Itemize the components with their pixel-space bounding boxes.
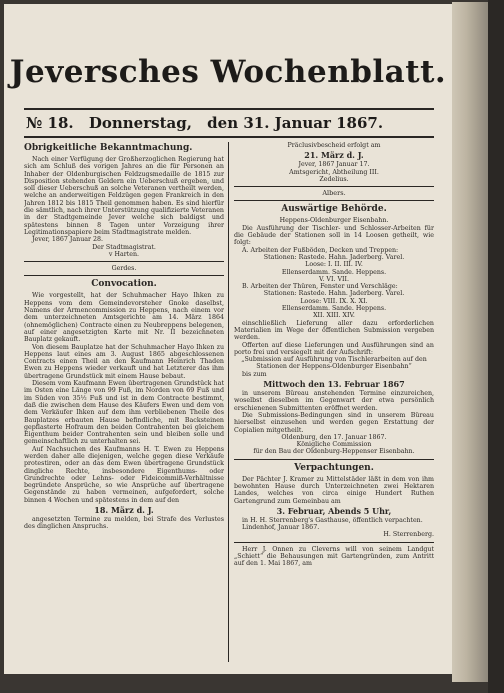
preclusive-line: Präclusivbescheid erfolgt am — [287, 142, 381, 149]
section-divider — [234, 186, 434, 187]
court-name: Amtsgericht, Abtheilung III. — [289, 168, 379, 176]
notice-signature: v Harten. — [108, 250, 140, 258]
book-edge — [488, 0, 504, 693]
section-divider — [234, 542, 434, 543]
notice-clerk: Gerdes. — [111, 265, 137, 273]
railway-a-stations-2: Ellenserdamm. Sande. Heppens. — [281, 268, 387, 276]
newspaper-page — [4, 4, 452, 674]
railway-deadline: Mittwoch den 13. Februar 1867 — [263, 379, 405, 390]
right-column — [234, 142, 434, 667]
convocation-text: Wie vorgestellt, hat der Schuhmacher Hayo Ihken zu Heppens vom dem Gemeindevorsteher Gnoke daselbst, Namens der Armencommission zu Heppens, nach einem vor dem unterzeichneten Amtsgerichte am 14. März 1864 (ohnemöglichen) Contracte einen zu Neubreppens belegenen, auf einer angesetzigten Karte mit Nr. II bezeichneten Bauplatz gekauft. — [24, 292, 224, 344]
masthead-rule — [24, 108, 434, 110]
railway-authority: Königliche Commission — [296, 441, 372, 449]
convocation-text-2: Von diesem Bauplatze hat der Schuhmacher Hayo Ihken zu Heppens laut eines am 3. August 1865 abgeschlossenen Contracts einen Theil an den Kaufmann Heinrich Thaden Ewen zu Heppens wieder verkauft und hat Letzterer das ihm übertragene Grundstück mit einem Hause bebaut. — [24, 343, 224, 380]
book-binding — [452, 2, 488, 682]
railway-b-stations-2: Ellenserdamm. Sande. Heppens. — [281, 305, 387, 313]
issue-rule — [24, 136, 434, 138]
masthead-title: Jeversches Wochenblatt. — [9, 54, 447, 90]
issue-date: den 31. Januar 1867. — [207, 114, 384, 132]
railway-text-7: Die Submissions-Bedingungen sind in unserem Büreau hierselbst einzusehen und werden gegen Erstattung der Copialien mitgetheilt. — [234, 411, 434, 434]
notice-date: Jever, 1867 Januar 28. — [32, 236, 104, 244]
railway-b-lots: Loose: VIII. IX. X. XI. — [300, 297, 368, 305]
convocation-text-5: angesetzten Termine zu melden, bei Strafe des Verlustes des dinglichen Anspruchs. — [24, 516, 224, 531]
left-column — [24, 142, 224, 667]
lease-date: 3. Februar, Abends 5 Uhr, — [276, 505, 392, 516]
issue-weekday: Donnerstag, — [88, 114, 192, 132]
lease-signature: H. Sterrenberg. — [383, 531, 434, 539]
section-divider — [24, 261, 224, 262]
leases-title: Verpachtungen. — [294, 462, 374, 473]
railway-text-6: in unserem Büreau anstehenden Termine einzureichen, woselbst dieselben im Gegenwart der etwa persönlich erschienenen Submittenten eröffnet werden. — [234, 390, 434, 412]
railway-b-stations: Stationen: Rastede. Hahn. Jaderberg. Varel. — [263, 290, 405, 298]
railway-a-lots: Loose: I. II. III. IV. — [305, 261, 363, 269]
railway-b-lots-2: XII. XIII. XIV. — [313, 312, 355, 320]
railway-text-5: bis zum — [242, 370, 267, 378]
lease-place: Lindenhof, Januar 1867. — [242, 524, 320, 532]
preclusive-place: Jever, 1867 Januar 17. — [298, 161, 370, 169]
railway-text-2: einschließlich Lieferung aller dazu erforderlichen Materialien im Wege der öffentlichen Submission vergeben werden. — [234, 319, 434, 342]
column-separator — [228, 142, 229, 662]
convocation-text-3: Diesem vom Kaufmann Ewen übertragenen Grundstück hat im Osten eine Länge von 99 Fuß, im Norden von 69 Fuß und im Süden von 35½ Fuß und ist in dem Contracte bestimmt, daß die zwischen dem Hause des Käufers Ewen und dem von dem Verkäufer Ihken auf dem ihm verbliebenen Theile des Bauplatzes erbauten Hause befindliche, mit Backsteinen gepflasterte Hofraum den beiden Contrahenten bei gleichem Eigenthum beider Contrahenten sein und bleiben solle und gemeinschaftlich zu unterhalten sei. — [24, 380, 224, 446]
foreign-authority-title: Auswärtige Behörde. — [281, 204, 387, 215]
section-divider — [24, 275, 224, 276]
lease-text: Der Pächter J. Kramer zu Mittelstäder läßt in dem von ihm bewohnten Hause durch Unterzeichneten zwei Hektaren Landes, welches von circa einige Hundert Ruthen Gartengrund zum Gemeinbau am — [234, 475, 434, 505]
convocation-title: Convocation. — [91, 279, 157, 290]
railway-text-3: Offerten auf diese Lieferungen und Ausführungen sind an porto frei und versiegelt mit der Aufschrift: — [234, 341, 434, 356]
issue-number: № 18. — [26, 114, 74, 132]
court-signature: Zedelius. — [319, 175, 349, 183]
railway-text-4: „Submission auf Ausführung von Tischlerarbeiten auf den Stationen der Heppens-Oldenburger Eisenbahn“ — [241, 356, 427, 371]
notice-authority: Der Stadtmagistrat. — [92, 243, 156, 251]
preclusive-date: 21. März d. J. — [304, 150, 364, 161]
section-divider — [234, 200, 434, 201]
section-divider — [234, 459, 434, 460]
court-clerk: Albers. — [322, 189, 346, 198]
lease-text-2: in H. H. Sterrenberg's Gasthause, öffentlich verpachten. — [242, 516, 423, 524]
railway-a-stations: Stationen: Rastede. Hahn. Jaderberg. Varel. — [263, 253, 405, 261]
railway-a-lots-2: V. VI. VII. — [318, 275, 349, 283]
issue-line — [26, 114, 436, 132]
railway-place: Oldenburg, den 17. Januar 1867. — [281, 433, 387, 441]
notice-title: Obrigkeitliche Bekanntmachung. — [24, 143, 193, 153]
convocation-date: 18. März d. J. — [94, 505, 154, 516]
railway-section-b: B. Arbeiten der Thüren, Fenster und Verschläge: — [242, 283, 398, 291]
railway-section-a: A. Arbeiten der Fußböden, Decken und Treppen: — [242, 246, 399, 254]
railway-name: Heppens-Oldenburger Eisenbahn. — [279, 217, 389, 225]
notice-text: Nach einer Verfügung der Großherzoglichen Regierung hat sich am Schluß des vorigen Jahres an die für Personen an Inhaber der Oldenburgischen Feldzugsmedaille de 1815 zur Disposition stehenden Geldern ein Ueberschuß ergeben, und soll dieser Ueberschuß an solche Veteranen vertheilt werden, welche an anderweitigen Feldzügen gegen Frankreich in den Jahren 1812 bis 1815 Theil genommen haben. Es sind hierfür die sämtlich, nach ihrer Unterstützung qualifizierte Veteranen in der Stadtgemeinde Jever welche sich baldigst und spätestens binnen 8 Tagen unter Vorzeigung ihrer Legitimationspapiere beim Stadtmagistrate melden. — [24, 156, 224, 236]
lease-text-3: Herr J. Onnen zu Cleverns will von seinem Landgut „Schiett“ die Behausungen mit Gartengründen, zum Antritt auf den 1. Mai 1867, am — [234, 545, 434, 568]
railway-authority-2: für den Bau der Oldenburg-Heppenser Eisenbahn. — [253, 448, 415, 456]
railway-text: Die Ausführung der Tischler- und Schlosser-Arbeiten für die Gebäude der Stationen soll in 14 Loosen getheilt, wie folgt: — [234, 224, 434, 247]
convocation-text-4: Auf Nachsuchen des Kaufmanns H. T. Ewen zu Heppens werden daher alle diejenigen, welche gegen diese Verkäufe protestiren, oder an das dem Ewen übertragene Grundstück dingliche Rechte, insbesondere Eigenthums- oder Grundrechte oder Lehns- oder Fideicommiß-Verhältnisse begründete Ansprüche, so wie Ansprüche auf übertragene Gegenstände zu haben vermeinen, aufgefordert, solche binnen 4 Wochen und spätestens in dem auf den — [24, 445, 224, 504]
